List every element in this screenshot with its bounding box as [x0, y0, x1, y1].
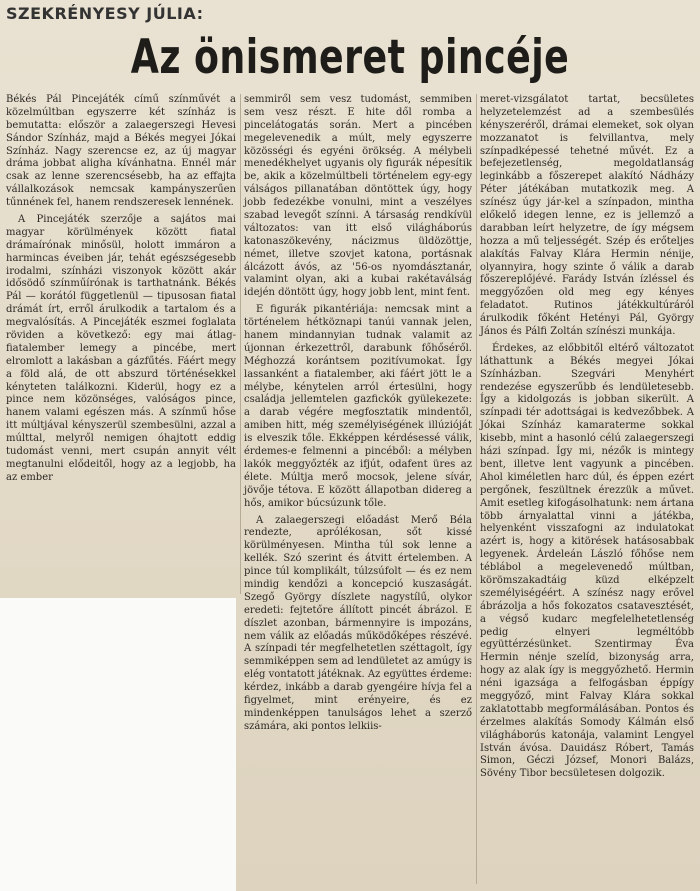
paragraph: A Pincejáték szerzője a sajátos mai magyar körülmények között fiatal drámaírónak minősül, holott immáron a harmincas éveiben jár, tehát egészségesebb irodalmi, színházi viszonyok között akár idősödő színműírónak is tarthatnánk. Békés Pál — korától függetlenül — tipusosan fiatal drámát írt, erről árulkodik a tartalom és a megvalósítás. A Pincejáték eszmei foglalata röviden a következő: egy mai átlag-fiatalember lemegy a pincébe, mert elromlott a lakásban a gázfűtés. Fáért megy a föld alá, de ott abszurd történésekkel kényteten találkozni. Kiderül, hogy ez a pince nem közönséges, valóságos pince, hanem valami egészen más. A színmű hőse itt múltjával kényszerül szembesülni, azzal a múlttal, melyről nemigen óhajtott eddig tudomást venni, mert csupán annyit vélt megtanulni elődeitől, hogy az a legjobb, ha az ember: [6, 214, 236, 483]
paragraph: E figurák pikantériája: nemcsak mint a történelem hétköznapi tanúi vannak jelen, hanem mindannyian tudnak valamit az újonnan érkezettről, darabunk főhőséről. Méghozzá korántsem pozitívumokat. Így lassanként a fiatalember, aki fáért jött le a mélybe, kénytelen arról értesülni, hogy családja jellemtelen gazfickók gyülekezete: a darab végére megfosztatik mindentől, amiben hitt, még személyiségének illúzióját is elveszik tőle. Ekképpen kérdésessé válik, érdemes-e felmenni a pincéből: a mélyben lakók meggyőzték az ifjút, odafent üres az élete. Múltja merő mocsok, jelene sívár, jövője tétova. E között állapotban didereg a hős, amikor búcsúzunk tőle.: [244, 304, 472, 509]
paragraph: A zalaegerszegi előadást Merő Béla rendezte, aprólékosan, sőt kissé körülményesen. Mintha túl sok lenne a kellék. Szó szerint és átvitt értelemben. A pince túl komplikált, túlzsúfolt — és ez nem mindig kendőzi a koncepció kuszaságát. Szegő György díszlete nagystílű, olykor eredeti: fejtetőre állított pincét ábrázol. E díszlet azonban, bármennyire is impozáns, nem válik az előadás működőképes részévé. A színpadi tér megfelhetetlen széttagolt, így semmiképpen sem ad lendületet az amúgy is elég vontatott játéknak. Az együttes érdeme: kérdez, inkább a darab gyengéire hívja fel a figyelmet, mint erényeire, és ez mindenképpen tanulságos lehet a szerző számára, aki pontos lelkiis-: [244, 514, 472, 732]
article-column-3: [480, 94, 694, 785]
article-column-2: [244, 94, 472, 738]
article-headline: Az önismeret pincéje: [130, 30, 570, 85]
author-byline: SZEKRÉNYESY JÚLIA:: [6, 4, 204, 23]
column-divider: [240, 94, 241, 594]
article-column-1: [6, 94, 236, 489]
column-divider: [476, 94, 477, 884]
blank-margin: [0, 598, 236, 891]
paragraph: meret-vizsgálatot tartat, becsületes helyzetelemzést ad a szembesülés kényszeréről, drámai elemeket, sok olyan mozzanatot is felvillantva, mely színpadképessé tehetné művét. Ez a befejezetlenség, megoldatlanság leginkább a főszerepet alakító Nádházy Péter játékában mutatkozik meg. A színész úgy jár-kel a színpadon, mintha előkelő idegen lenne, ez is jellemző a darabban leírt helyzetre, de így mégsem hozza a mű teljességét. Szép és erőteljes alakítás Falvay Klára Hermin nénije, olyannyira, hogy szinte ő válik a darab főszereplőjévé. Farády István ízléssel és meggyőzően old meg egy kényes feladatot. Rutinos játékkultúráról árulkodik főként Hetényi Pál, György János és Pálfi Zoltán színészi munkája.: [480, 94, 694, 338]
paragraph: semmiről sem vesz tudomást, semmiben sem vesz részt. E hite dől romba a pincelátogatás során. Mert a pincében megelevenedik a múlt, mely egyszerre közösségi és egyéni örökség. A mélybeli menedékhelyet ugyanis oly figurák népesítik be, akik a közelmúltbeli történelem egy-egy válságos pillanatában döntöttek úgy, hogy jobb fedezékbe vonulni, mint a veszélyes szabad levegőt színni. A társaság rendkívül változatos: van itt első világháborús katonaszökevény, nácizmus üldözöttje, német, illetve szovjet katona, portásnak álcázott ávós, az '56-os nyomdásztanár, valamint olyan, aki a kubai rakétaválság idején döntött úgy, hogy jobb lent, mint fent.: [244, 94, 472, 299]
paragraph: Érdekes, az előbbitől eltérő változatot láthattunk a Békés megyei Jókai Színházban. Szegvári Menyhért rendezése egyszerűbb és lendületesebb. Így a kidolgozás is jobban sikerült. A színpadi tér adottságai is kedvezőbbek. A Jókai Színház kamaraterme sokkal kisebb, mint a hasonló célú zalaegerszegi házi színpad. Így mi, nézők is mintegy bent, illetve lent vagyunk a pincében. Ahol kiméletlen harc dúl, és éppen ezért pergőnek, feszültnek érezzük a művet. Amit esetleg kifogásolhatunk: nem ártana több árnyalattal vinni a játékba, helyenként visszafogni az indulatokat azért is, hogy a kitörések hatásosabbak legyenek. Árdeleán László főhőse nem téblábol a megelevenedő múltban, körömszakadtáig küzd elképzelt személyiségéért. A színész nagy erővel ábrázolja a hős fokozatos csatavesztését, a végső kudarc megfelelhetetlenség pedig elnyeri legméltóbb együttérzésünket. Szentirmay Éva Hermin nénje szelíd, bizonyság arra, hogy az alak így is meggyőzhető. Hermin néni igazsága a felfogásban éppígy meggyőző, mint Falvay Klára sokkal zaklatottabb megformálásában. Pontos és érzelmes alakítás Somody Kálmán első világháborús katonája, valamint Lengyel István ávósa. Dauidász Róbert, Tamás Simon, Géczi József, Monori Balázs, Sövény Tibor becsületesen dolgozik.: [480, 342, 694, 780]
paragraph: Békés Pál Pincejáték című színművét a közelmúltban egyszerre két színház is bemutatta: először a zalaegerszegi Hevesi Sándor Színház, majd a Békés megyei Jókai Színház. Nagy szerencse ez, az új magyar dráma jobbat aligha kívánhatna. Ennél már csak az lenne szerencsésebb, ha az effajta vállalkozások nemcsak kampányszerűen tűnnének fel, hanem rendszeresek lennének.: [6, 94, 236, 209]
